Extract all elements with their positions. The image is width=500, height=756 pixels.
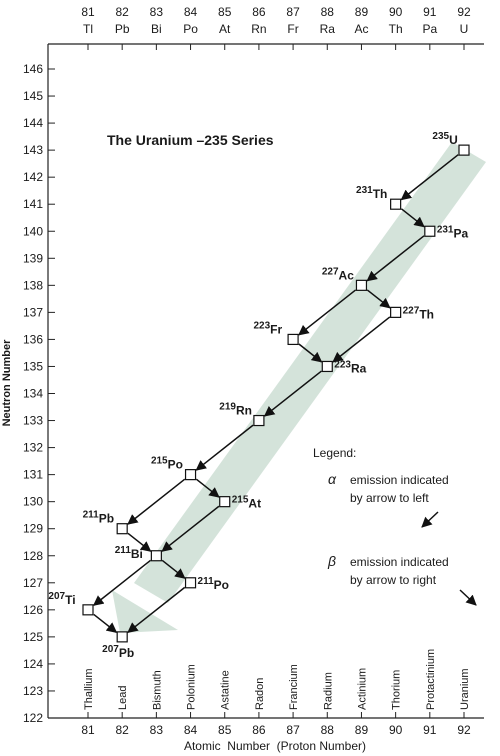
- x-top-tick-label: 90: [388, 5, 403, 19]
- x-tick-label: 82: [115, 723, 129, 737]
- x-top-symbol: Po: [183, 22, 198, 36]
- nuclide-symbol: Pb: [98, 511, 115, 526]
- x-top-tick-label: 92: [457, 5, 471, 19]
- nuclide-mass-number: 227: [402, 305, 420, 317]
- nuclide-box: [220, 497, 230, 507]
- nuclide-box: [151, 551, 161, 561]
- nuclide-mass-number: 223: [334, 359, 351, 371]
- x-tick-label: 86: [252, 723, 266, 737]
- nuclide-symbol: At: [248, 496, 262, 511]
- nuclide-mass-number: 235: [432, 131, 450, 143]
- nuclide-symbol: U: [449, 133, 458, 148]
- nuclide-box: [391, 307, 401, 317]
- nuclide-box: [254, 416, 264, 426]
- nuclide-symbol: Ac: [338, 268, 354, 283]
- x-top-symbol: Rn: [251, 22, 267, 36]
- legend-alpha-line2: by arrow to left: [350, 491, 429, 505]
- y-tick-label: 133: [22, 413, 43, 428]
- nuclide-mass-number: 207: [48, 590, 66, 602]
- nuclide-label: [219, 402, 252, 418]
- nuclide-box: [425, 226, 435, 236]
- nuclide-box: [288, 334, 298, 344]
- y-tick-label: 135: [22, 359, 43, 374]
- x-tick-label: 90: [388, 723, 403, 737]
- element-name-label: Actinium: [356, 667, 369, 710]
- element-name-label: Thorium: [390, 669, 403, 710]
- y-tick-label: 145: [22, 89, 43, 104]
- nuclide-mass-number: 231: [436, 224, 454, 236]
- x-top-tick-label: 91: [423, 5, 437, 19]
- element-name-label: Protactinium: [424, 648, 437, 710]
- element-name-label: Thallium: [83, 668, 95, 710]
- nuclide-box: [117, 632, 127, 642]
- legend-beta-line2: by arrow to right: [350, 573, 437, 587]
- y-tick-label: 125: [22, 629, 43, 644]
- y-tick-label: 129: [22, 521, 43, 536]
- y-tick-label: 144: [22, 116, 43, 131]
- nuclide-mass-number: 215: [231, 494, 249, 506]
- nuclide-symbol: Bi: [130, 546, 143, 561]
- x-top-tick-label: 89: [354, 5, 369, 19]
- x-top-tick-label: 83: [149, 5, 164, 19]
- x-tick-label: 89: [354, 723, 369, 737]
- y-tick-label: 142: [22, 170, 43, 185]
- x-top-tick-label: 84: [183, 5, 198, 19]
- x-top-symbol: At: [219, 22, 231, 36]
- y-tick-label: 130: [22, 494, 43, 509]
- x-axis-label: Atomic Number (Proton Number): [183, 739, 367, 753]
- nuclide-box: [83, 605, 93, 615]
- nuclide-mass-number: 231: [356, 185, 373, 197]
- nuclide-label: [151, 456, 183, 472]
- nuclide-box: [186, 470, 196, 480]
- nuclide-mass-number: 219: [219, 401, 236, 413]
- nuclide-symbol: Po: [213, 577, 230, 592]
- nuclide-symbol: Ra: [350, 361, 367, 376]
- x-top-tick-label: 81: [81, 5, 95, 19]
- y-tick-label: 127: [22, 575, 43, 590]
- nuclide-symbol: Pa: [453, 226, 469, 241]
- legend-beta-symbol: β: [328, 553, 336, 569]
- nuclide-symbol: Pb: [118, 645, 135, 660]
- y-tick-label: 139: [22, 251, 43, 266]
- element-name-label: Astatine: [219, 670, 232, 710]
- y-tick-label: 140: [22, 224, 43, 239]
- element-name-label: Radon: [253, 677, 266, 710]
- x-top-tick-label: 82: [115, 5, 129, 19]
- nuclide-box: [322, 361, 332, 371]
- alpha-decay-arrow: [128, 479, 185, 524]
- nuclide-symbol: Ti: [65, 592, 76, 607]
- y-tick-label: 136: [22, 332, 43, 347]
- y-tick-label: 134: [22, 386, 43, 401]
- nuclide-mass-number: 211: [114, 544, 131, 556]
- legend-alpha-line1: emission indicated: [350, 473, 449, 487]
- legend: [313, 446, 476, 605]
- y-axis-label: Neutron Number: [1, 339, 13, 427]
- y-tick-label: 131: [22, 467, 43, 482]
- x-top-symbol: Tl: [83, 22, 93, 36]
- element-name-label: Bismuth: [151, 670, 164, 710]
- x-top-symbol: Ac: [354, 22, 369, 36]
- legend-beta-arrow: [460, 590, 476, 605]
- chart-title: The Uranium –235 Series: [107, 132, 274, 148]
- legend-title: Legend:: [313, 446, 357, 460]
- nuclide-symbol: Th: [419, 307, 434, 322]
- nuclide-symbol: Fr: [270, 322, 283, 337]
- x-tick-label: 84: [183, 723, 198, 737]
- x-tick-label: 85: [218, 723, 232, 737]
- nuclide-label: [102, 644, 134, 660]
- band-shaft: [134, 142, 486, 603]
- nuclide-label: [115, 545, 143, 561]
- element-name-label: Radium: [322, 672, 335, 710]
- y-tick-label: 128: [22, 548, 43, 563]
- nuclide-mass-number: 211: [197, 575, 214, 587]
- y-tick-label: 124: [22, 656, 43, 671]
- nuclide-mass-number: 215: [150, 455, 168, 467]
- nuclide-label: [334, 359, 366, 375]
- y-tick-label: 137: [22, 305, 43, 320]
- legend-alpha-arrow: [422, 512, 438, 527]
- nuclide-mass-number: 211: [82, 509, 99, 521]
- nuclide-box: [186, 578, 196, 588]
- x-top-tick-label: 85: [218, 5, 232, 19]
- y-tick-label: 132: [22, 440, 43, 455]
- nuclide-label: [437, 224, 469, 240]
- nuclide-box: [117, 524, 127, 534]
- y-tick-label: 146: [22, 62, 43, 76]
- x-top-symbol: Ra: [319, 22, 335, 36]
- nuclide-box: [459, 145, 469, 155]
- x-top-symbol: Pa: [422, 22, 438, 36]
- y-tick-label: 141: [22, 197, 43, 212]
- nuclide-symbol: Rn: [235, 403, 252, 418]
- y-tick-label: 138: [22, 278, 43, 293]
- x-top-tick-label: 88: [320, 5, 334, 19]
- y-tick-label: 122: [22, 711, 43, 725]
- nuclide-label: [48, 591, 75, 607]
- element-name-label: Lead: [117, 685, 130, 710]
- y-tick-label: 123: [22, 683, 43, 698]
- nuclide-mass-number: 227: [321, 266, 339, 278]
- x-tick-label: 88: [320, 723, 334, 737]
- nuclide-symbol: Th: [372, 187, 388, 202]
- nuclide-label: [403, 305, 434, 321]
- nuclide-label: [83, 510, 114, 526]
- x-top-symbol: Bi: [151, 22, 162, 36]
- y-tick-label: 126: [22, 602, 43, 617]
- nuclide-mass-number: 207: [102, 643, 119, 655]
- x-top-symbol: U: [459, 22, 469, 36]
- beta-decay-arrow: [94, 614, 117, 632]
- x-top-symbol: Fr: [287, 22, 299, 36]
- x-tick-label: 81: [81, 723, 95, 737]
- y-tick-label: 143: [22, 143, 43, 158]
- element-name-label: Francium: [288, 664, 301, 710]
- x-top-symbol: Pb: [114, 22, 130, 36]
- legend-beta-line1: emission indicated: [350, 555, 449, 569]
- x-tick-label: 83: [149, 723, 164, 737]
- nuclide-mass-number: 223: [253, 320, 271, 332]
- nuclide-box: [391, 199, 401, 209]
- legend-alpha-symbol: α: [328, 471, 336, 487]
- element-name-label: Uranium: [459, 668, 471, 710]
- nuclide-label: [356, 185, 387, 201]
- nuclide-box: [356, 280, 366, 290]
- x-top-tick-label: 87: [286, 5, 300, 19]
- nuclide-symbol: Po: [167, 457, 183, 472]
- x-tick-label: 92: [457, 723, 471, 737]
- x-tick-label: 91: [423, 723, 437, 737]
- nuclide-label: [322, 266, 354, 282]
- x-top-tick-label: 86: [252, 5, 266, 19]
- nuclide-label: [198, 576, 229, 592]
- nuclide-label: [432, 131, 457, 147]
- nuclide-label: [253, 320, 282, 336]
- x-top-symbol: Th: [388, 22, 403, 36]
- element-name-label: Polonium: [185, 664, 198, 710]
- x-tick-label: 87: [286, 723, 300, 737]
